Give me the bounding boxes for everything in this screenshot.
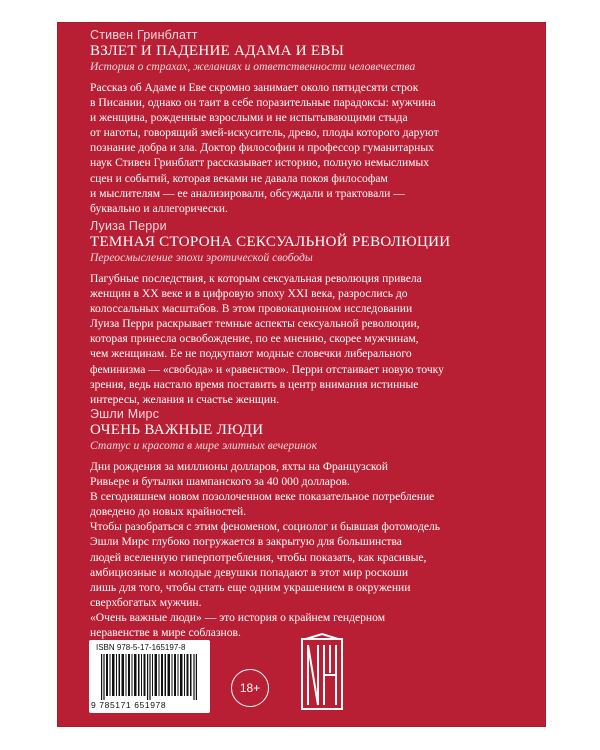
description-line: женщин в XX веке и в цифровую эпоху XXI века, разрослись до bbox=[90, 287, 408, 301]
description-line: и женщина, рожденные взрослыми и не испытывающими стыда bbox=[90, 111, 408, 125]
description-line: Дни рождения за миллионы долларов, яхты на Французской bbox=[90, 460, 388, 473]
book-3-author: Эшли Мирс bbox=[90, 407, 160, 421]
book-section-2 bbox=[90, 219, 520, 407]
book-3-title: ОЧЕНЬ ВАЖНЫЕ ЛЮДИ bbox=[90, 422, 264, 438]
description-line: людей вселенную гиперпотребления, чтобы показать, как красивые, bbox=[90, 550, 427, 564]
book-1-title: ВЗЛЕТ И ПАДЕНИЕ АДАМА И ЕВЫ bbox=[90, 43, 345, 59]
age-rating-badge: 18+ bbox=[231, 669, 269, 707]
description-line: зрения, ведь настало время поставить в центр внимания истинные bbox=[90, 377, 419, 391]
book-2-author: Луиза Перри bbox=[90, 219, 167, 233]
book-2-subtitle: Переосмысление эпохи эротической свободы bbox=[90, 251, 313, 264]
description-line: феминизма — «свобода» и «равенство». Перри отстаивает новую точку bbox=[90, 362, 444, 376]
description-line: амбициозные и молодые девушки попадают в этот мир роскоши bbox=[90, 565, 409, 579]
description-line: сцен и событий, которая веками не давала покоя философам bbox=[90, 171, 388, 185]
description-line: Пагубные последствия, к которым сексуальная революция привела bbox=[90, 272, 422, 285]
description-line: буквально и аллегорически. bbox=[90, 201, 228, 215]
description-line: познание добра и зла. Доктор философии и профессор гуманитарных bbox=[90, 141, 434, 155]
description-line: Рассказ об Адаме и Еве скромно занимает около пятидесяти строк bbox=[90, 81, 419, 94]
description-line: неравенстве в мире соблазнов. bbox=[90, 626, 241, 640]
book-3-description bbox=[90, 459, 520, 640]
description-line: Эшли Мирс глубоко погружается в закрытую для большинства bbox=[90, 535, 402, 549]
book-3-subtitle: Статус и красота в мире элитных вечеринок bbox=[90, 439, 317, 452]
description-line: которая принесла освобождение, по ее мнению, скорее мужчинам, bbox=[90, 332, 419, 346]
description-line: чем женщинам. Ее не подкупают модные словечки либерального bbox=[90, 347, 412, 361]
description-line: Луиза Перри раскрывает темные аспекты сексуальной революции, bbox=[90, 317, 420, 331]
description-line: Ривьере и бутылки шампанского за 40 000 долларов. bbox=[90, 475, 350, 489]
description-line: «Очень важные люди» — это история о крайнем гендерном bbox=[90, 610, 386, 624]
book-2-description bbox=[90, 271, 520, 407]
description-line: Чтобы разобраться с этим феноменом, социолог и бывшая фотомодель bbox=[90, 520, 441, 534]
book-1-description bbox=[90, 80, 520, 216]
description-line: наук Стивен Гринблатт рассказывает историю, полную немыслимых bbox=[90, 156, 430, 170]
barcode-number: 9 785171 651978 bbox=[91, 700, 167, 710]
book-section-1 bbox=[90, 28, 520, 216]
description-line: сверхбогатых мужчин. bbox=[90, 595, 202, 609]
barcode bbox=[89, 640, 210, 713]
description-line: и мыслителям — ее анализировали, обсуждали и трактовали — bbox=[90, 186, 405, 200]
book-2-title: ТЕМНАЯ СТОРОНА СЕКСУАЛЬНОЙ РЕВОЛЮЦИИ bbox=[90, 234, 451, 250]
description-line: доведено до новых крайностей. bbox=[90, 505, 247, 519]
description-line: от наготы, говорящий змей-искуситель, древо, плоды которого даруют bbox=[90, 126, 439, 140]
description-line: В сегодняшнем новом позолоченном веке показательное потребление bbox=[90, 490, 435, 504]
publisher-logo-icon bbox=[300, 633, 344, 713]
book-section-3 bbox=[90, 407, 520, 640]
book-1-subtitle: История о страхах, желаниях и ответственности человечества bbox=[90, 60, 416, 73]
description-line: интересы, желания и счастье женщин. bbox=[90, 392, 280, 406]
isbn-label: ISBN 978-5-17-165197-8 bbox=[96, 643, 186, 652]
description-line: колоссальных масштабов. В этом провокационном исследовании bbox=[90, 302, 413, 316]
book-1-author: Стивен Гринблатт bbox=[90, 28, 198, 42]
barcode-bars bbox=[101, 654, 199, 700]
description-line: лишь для того, чтобы стать еще одним украшением в окружении bbox=[90, 580, 411, 594]
description-line: в Писании, однако он таит в себе поразительные парадоксы: мужчина bbox=[90, 96, 436, 110]
